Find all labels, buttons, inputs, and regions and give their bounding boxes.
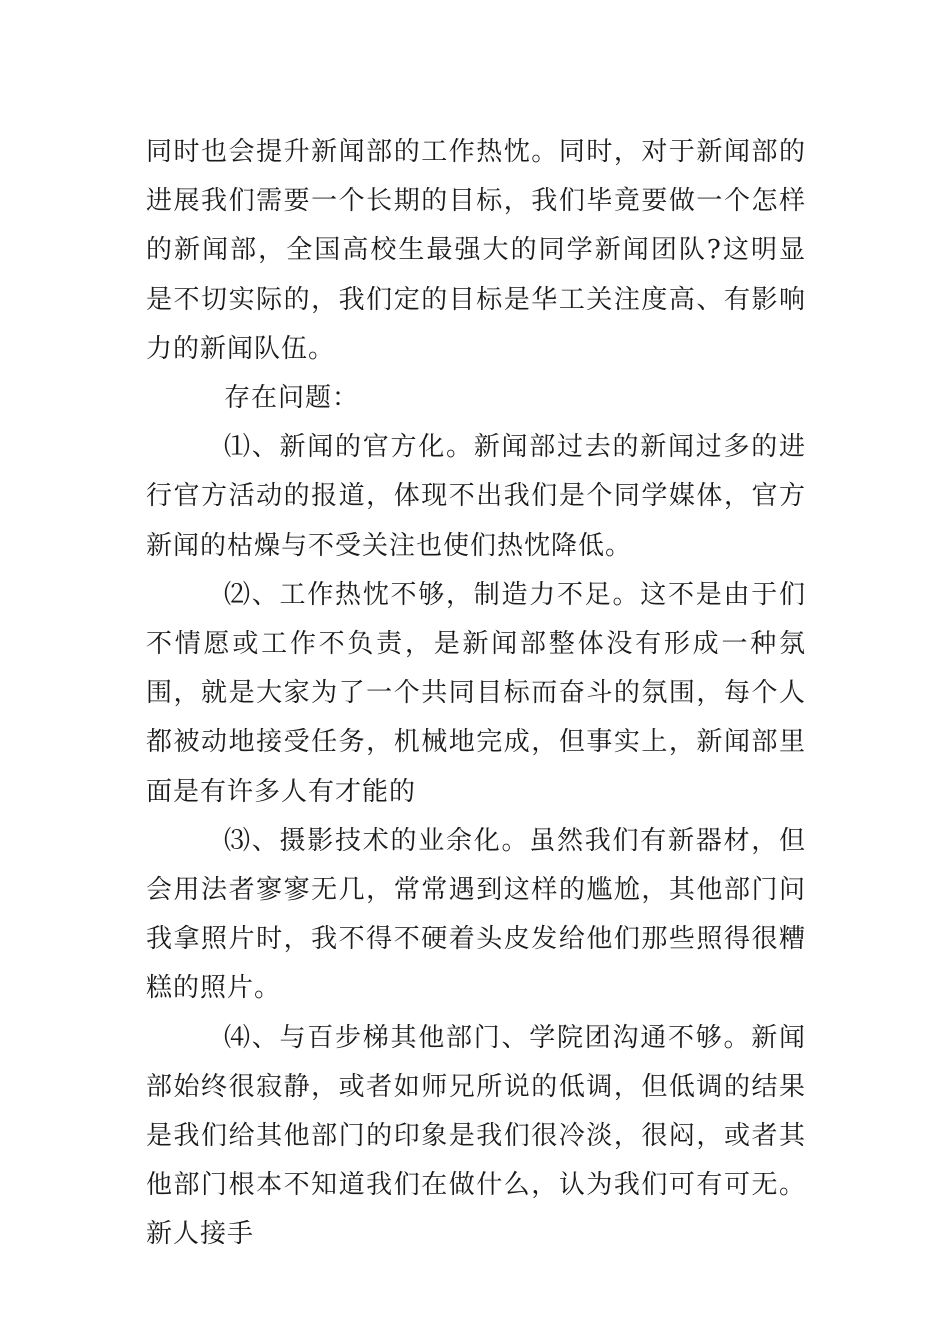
paragraph-problem-1: ⑴、新闻的官方化。新闻部过去的新闻过多的进行官方活动的报道，体现不出我们是个同学媒体，官方新闻的枯燥与不受关注也使们热忱降低。 [146, 432, 806, 561]
paragraph-problem-2: ⑵、工作热忱不够，制造力不足。这不是由于们不情愿或工作不负责，是新闻部整体没有形成一种氛围，就是大家为了一个共同目标而奋斗的氛围，每个人都被动地接受任务，机械地完成，但事实上，新闻部里面是有许多人有才能的 [146, 579, 806, 807]
paragraph-heading-existing-problems: 存在问题： [224, 383, 360, 414]
paragraph-problem-3: ⑶、摄影技术的业余化。虽然我们有新器材，但会用法者寥寥无几，常常遇到这样的尴尬，其他部门问我拿照片时，我不得不硬着头皮发给他们那些照得很糟糕的照片。 [146, 825, 806, 1004]
paragraph-problem-4: ⑷、与百步梯其他部门、学院团沟通不够。新闻部始终很寂静，或者如师兄所说的低调，但低调的结果是我们给其他部门的印象是我们很冷淡，很闷，或者其他部门根本不知道我们在做什么，认为我们可有可无。新人接手 [146, 1022, 806, 1250]
document-body [146, 128, 806, 1260]
paragraph-continuation: 同时也会提升新闻部的工作热忱。同时，对于新闻部的进展我们需要一个长期的目标，我们毕竟要做一个怎样的新闻部，全国高校生最强大的同学新闻团队?这明显是不切实际的，我们定的目标是华工关注度高、有影响力的新闻队伍。 [146, 137, 806, 364]
